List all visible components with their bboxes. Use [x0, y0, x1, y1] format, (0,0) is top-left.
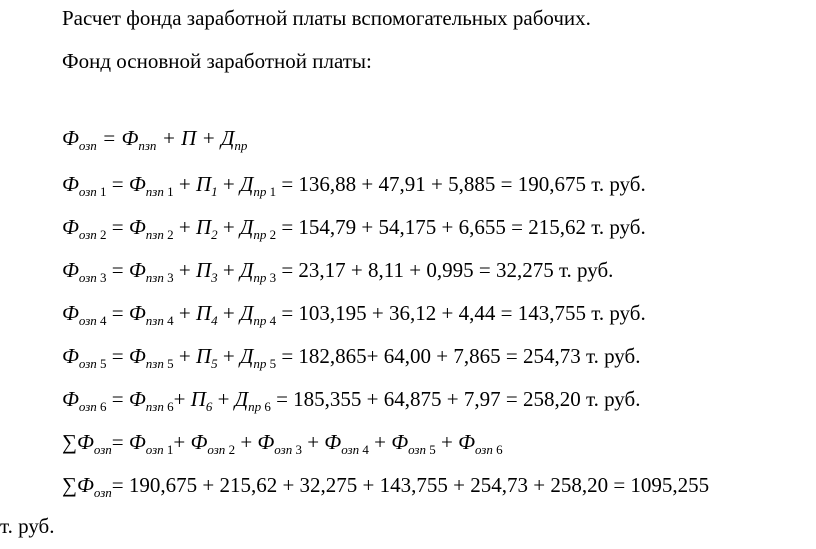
row-values: = 103,195 + 36,12 + 4,44 = 143,755 т. руб.: [281, 301, 646, 325]
row-values: = 154,79 + 54,175 + 6,655 = 215,62 т. руб.: [281, 215, 646, 239]
sum-formula: $\sum Ф_{озп}= Ф_{озп 1}+ Ф_{озп 2} + Ф_{озп 3} + Ф_{озп 4} + Ф_{озп 5} + Ф_{озп 6}$: [62, 430, 503, 457]
formula-row: $Ф_{озп 3} = Ф_{пзп 3} + П_3 + Д_{пр 3} = 23,17 + 8,11 + 0,995 = 32,275$ т. руб.: [62, 258, 614, 285]
formula-row: $Ф_{озп 6} = Ф_{пзп 6}+ П_6 + Д_{пр 6} = 185,355 + 64,875 + 7,97 = 258,20$ т. руб.: [62, 387, 641, 414]
sum-symbol: ∑: [62, 430, 77, 454]
row-values: = 185,355 + 64,875 + 7,97 = 258,20 т. руб.: [276, 387, 641, 411]
formula-row: $Ф_{озп 1} = Ф_{пзп 1} + П_1 + Д_{пр 1} = 136,88 + 47,91 + 5,885 = 190,675$ т. руб.: [62, 172, 646, 199]
subheading: Фонд основной заработной платы:: [62, 49, 372, 73]
heading: Расчет фонда заработной платы вспомогательных рабочих.: [62, 6, 591, 30]
sum-total: $\sum Ф_{озп}= 190,675 + 215,62 + 32,275 + 143,755 + 254,73 + 258,20 = 1095,255$: [62, 473, 710, 500]
row-values: = 182,865+ 64,00 + 7,865 = 254,73 т. руб.: [281, 344, 641, 368]
sum-total-unit: т. руб.: [0, 514, 55, 538]
formula-row: $Ф_{озп 2} = Ф_{пзп 2} + П_2 + Д_{пр 2} = 154,79 + 54,175 + 6,655 = 215,62$ т. руб.: [62, 215, 646, 242]
formula-row: $Ф_{озп 4} = Ф_{пзп 4} + П_4 + Д_{пр 4} = 103,195 + 36,12 + 4,44 = 143,755$ т. руб.: [62, 301, 646, 328]
general-formula: $Ф_{озп} = Ф_{пзп} + П + Д_{пр}$: [62, 126, 248, 153]
formula-row: $Ф_{озп 5} = Ф_{пзп 5} + П_5 + Д_{пр 5} = 182,865+ 64,00 + 7,865 = 254,73$ т. руб.: [62, 344, 641, 371]
sum-total-values: = 190,675 + 215,62 + 32,275 + 143,755 + 254,73 + 258,20 = 1095,255: [111, 473, 710, 497]
row-values: = 23,17 + 8,11 + 0,995 = 32,275 т. руб.: [281, 258, 614, 282]
row-values: = 136,88 + 47,91 + 5,885 = 190,675 т. руб.: [281, 172, 646, 196]
